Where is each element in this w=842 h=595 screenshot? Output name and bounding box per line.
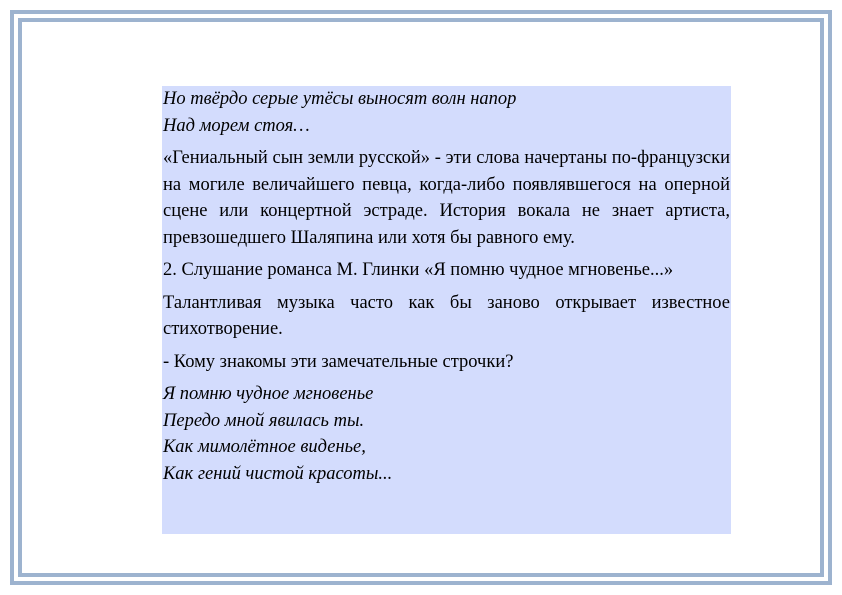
paragraph-music: Талантливая музыка часто как бы заново открывает известное стихотворение. [163,292,730,339]
paragraph-chaliapin: «Гениальный сын земли русской» - эти слова начертаны по-французски на могиле величайшего певца, когда-либо появлявшегося на оперной сцене или концертной эстраде. История вокала не знает артиста, превзошедшего Шаляпина или хотя бы равного ему. [163,148,730,248]
poem-line-2: Над морем стоя… [163,115,310,136]
verse-line-3: Как мимолётное виденье, [163,437,366,457]
verse-line-4: Как гений чистой красоты... [163,463,393,484]
question-line: - Кому знакомы эти замечательные строчки? [163,351,514,372]
poem-line-1: Но твёрдо серые утёсы выносят волн напор [163,89,517,109]
verse-line-1: Я помню чудное мгновенье [163,384,374,404]
paragraph-listening: 2. Слушание романса М. Глинки «Я помню чудное мгновенье...» [163,260,674,280]
verse-line-2: Передо мной явилась ты. [163,410,365,431]
text-block [162,86,731,534]
